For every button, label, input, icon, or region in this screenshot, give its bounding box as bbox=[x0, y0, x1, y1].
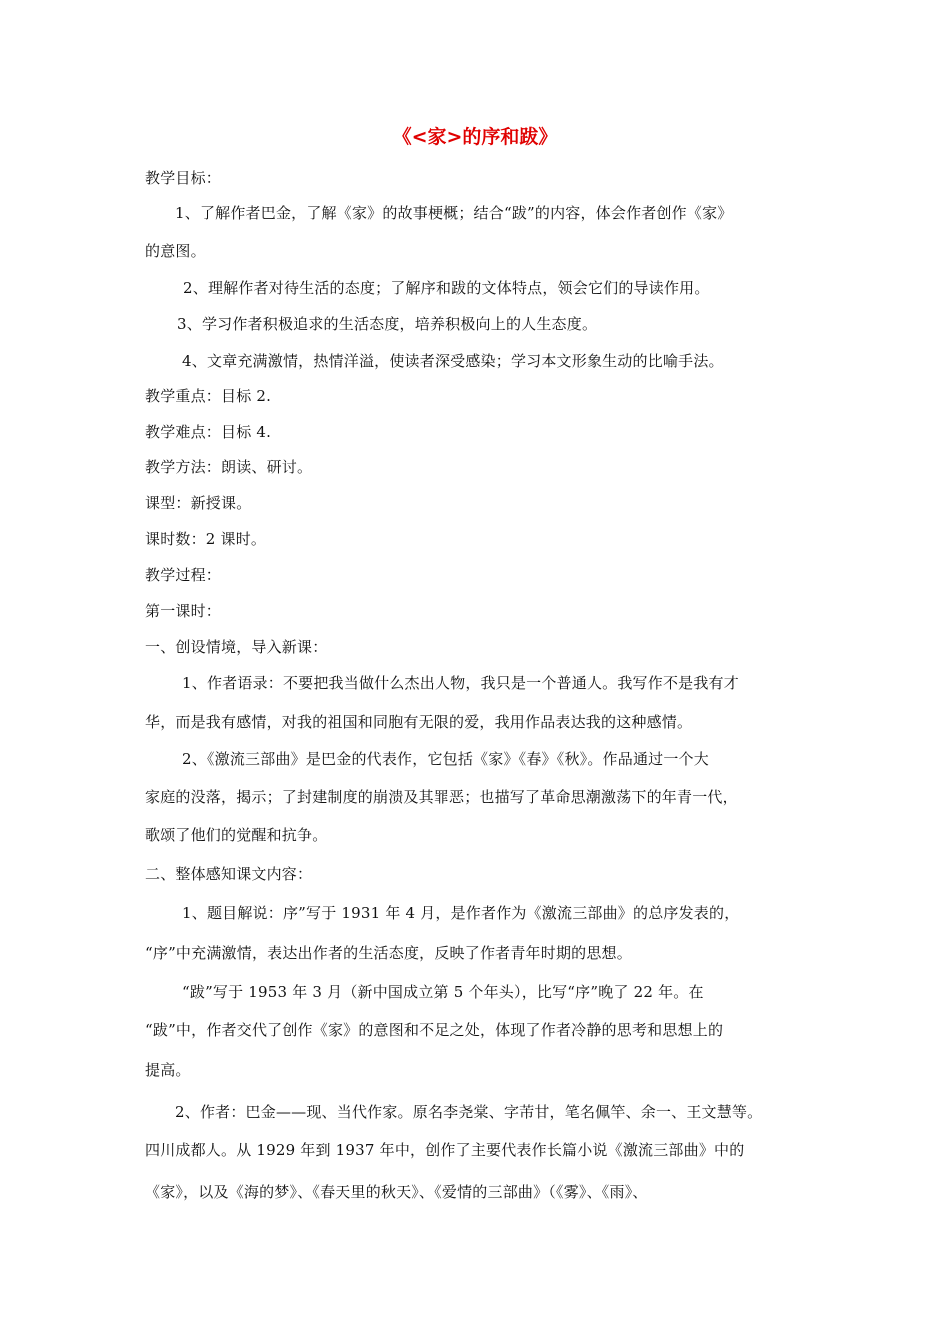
text-line: 4、文章充满激情，热情洋溢，使读者深受感染；学习本文形象生动的比喻手法。 bbox=[182, 352, 724, 370]
document-title: 《<家>的序和跋》 bbox=[392, 126, 558, 148]
text-line: 2、作者：巴金——现、当代作家。原名李尧棠、字芾甘，笔名佩竿、余一、王文慧等。 bbox=[175, 1103, 763, 1121]
text-line: 课型：新授课。 bbox=[145, 494, 252, 512]
text-line: 教学目标： bbox=[145, 169, 222, 187]
text-line: 3、学习作者积极追求的生活态度，培养积极向上的人生态度。 bbox=[177, 315, 598, 333]
text-line: “跋”写于 1953 年 3 月（新中国成立第 5 个年头），比写“序”晚了 22 年。在 bbox=[182, 983, 704, 1001]
text-line: 四川成都人。从 1929 年到 1937 年中，创作了主要代表作长篇小说《激流三部曲》中的 bbox=[145, 1141, 745, 1159]
text-line: 教学过程： bbox=[145, 566, 222, 584]
text-line: 教学重点：目标 2. bbox=[145, 387, 272, 405]
text-line: 一、创设情境，导入新课： bbox=[145, 638, 328, 656]
text-line: 《家》，以及《海的梦》、《春天里的秋天》、《爱情的三部曲》（《雾》、《雨》、 bbox=[145, 1183, 648, 1201]
text-line: 第一课时： bbox=[145, 602, 222, 620]
text-line: 的意图。 bbox=[145, 242, 206, 260]
text-line: “序”中充满激情，表达出作者的生活态度，反映了作者青年时期的思想。 bbox=[145, 944, 632, 962]
text-line: 课时数：2 课时。 bbox=[145, 530, 267, 548]
text-line: 1、题目解说：序”写于 1931 年 4 月，是作者作为《激流三部曲》的总序发表的， bbox=[182, 904, 740, 922]
text-line: 教学难点：目标 4. bbox=[145, 423, 272, 441]
text-line: 家庭的没落，揭示；了封建制度的崩溃及其罪恶；也描写了革命思潮激荡下的年青一代， bbox=[145, 788, 738, 806]
text-line: 2、《激流三部曲》是巴金的代表作，它包括《家》《春》《秋》。作品通过一个大 bbox=[182, 750, 709, 768]
text-line: “跋”中，作者交代了创作《家》的意图和不足之处，体现了作者冷静的思考和思想上的 bbox=[145, 1021, 724, 1039]
text-line: 教学方法：朗读、研讨。 bbox=[145, 458, 313, 476]
text-line: 提高。 bbox=[145, 1061, 191, 1079]
text-line: 1、作者语录：不要把我当做什么杰出人物，我只是一个普通人。我写作不是我有才 bbox=[182, 674, 739, 692]
text-line: 二、整体感知课文内容： bbox=[145, 865, 313, 883]
text-line: 2、理解作者对待生活的态度；了解序和跋的文体特点，领会它们的导读作用。 bbox=[183, 279, 710, 297]
text-line: 1、了解作者巴金，了解《家》的故事梗概；结合“跋”的内容，体会作者创作《家》 bbox=[175, 204, 733, 222]
text-line: 歌颂了他们的觉醒和抗争。 bbox=[145, 826, 328, 844]
text-line: 华，而是我有感情，对我的祖国和同胞有无限的爱，我用作品表达我的这种感情。 bbox=[145, 713, 693, 731]
